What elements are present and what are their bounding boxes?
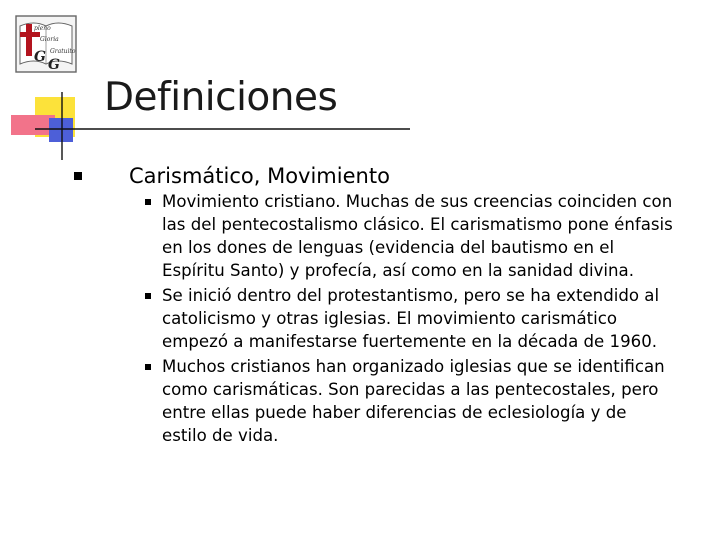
level1-bullet-icon xyxy=(74,172,82,180)
bullet-line: como carismáticas. Son parecidas a las pentecostales, pero xyxy=(162,380,659,399)
logo-text-mid: Gloria xyxy=(40,36,59,43)
bullet-line: Espíritu Santo) y profecía, así como en la sanidad divina. xyxy=(162,261,634,280)
logo-text-bottom: Gratuito xyxy=(50,48,76,55)
bullet-line: empezó a manifestarse fuertemente en la década de 1960. xyxy=(162,332,658,351)
slide-title: Definiciones xyxy=(104,75,338,120)
blue-square xyxy=(49,118,73,142)
pink-square xyxy=(11,115,55,135)
bullet-line: estilo de vida. xyxy=(162,426,279,445)
bullet-line: entre ellas puede haber diferencias de eclesiología y de xyxy=(162,403,627,422)
bullet-line: Se inició dentro del protestantismo, pero se ha extendido al xyxy=(162,286,660,305)
svg-text:G: G xyxy=(48,57,60,73)
svg-text:G: G xyxy=(34,49,46,65)
level2-bullet-icon xyxy=(145,293,151,299)
bullet-line: en los dones de lenguas (evidencia del bautismo en el xyxy=(162,238,615,257)
bullet-line: Muchos cristianos han organizado iglesias que se identifican xyxy=(162,357,665,376)
bullet-line: las del pentecostalismo clásico. El carismatismo pone énfasis xyxy=(162,215,673,234)
bullet-line: catolicismo y otras iglesias. El movimiento carismático xyxy=(162,309,618,328)
bullet-line: Movimiento cristiano. Muchas de sus creencias coinciden con xyxy=(162,192,673,211)
level2-bullet-icon xyxy=(145,199,151,205)
bullet-item xyxy=(162,284,707,353)
bullet-item xyxy=(162,355,707,447)
bullet-item xyxy=(162,190,707,282)
slide-heading: Carismático, Movimiento xyxy=(129,164,390,188)
logo-text-top: pleno xyxy=(34,25,51,32)
level2-bullet-icon xyxy=(145,364,151,370)
